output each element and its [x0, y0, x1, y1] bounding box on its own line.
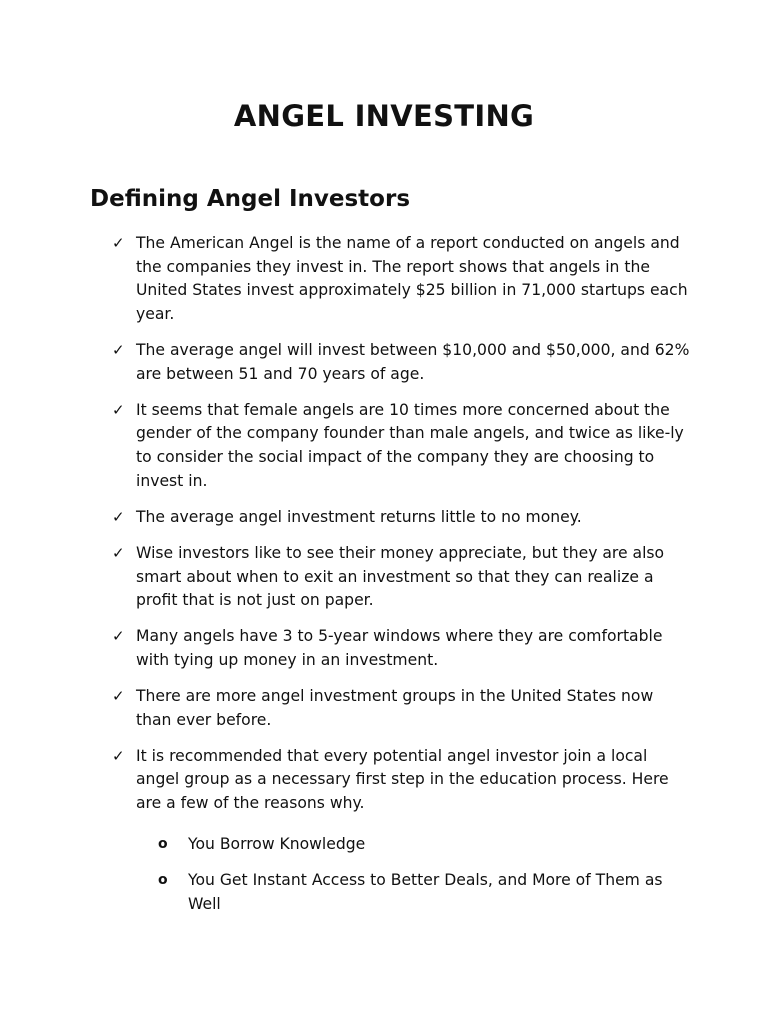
bullet-item [112, 625, 692, 672]
bullet-text: It seems that female angels are 10 times more concerned about the gender of the company founder than male angels, and twice as like-ly to consider the social impact of the company they are choosing to invest in. [136, 400, 684, 490]
checkmark-icon: ✓ [112, 507, 125, 526]
sub-bullet-text: You Get Instant Access to Better Deals, and More of Them as Well [188, 871, 663, 913]
bullet-item [112, 745, 692, 816]
bullet-item [112, 542, 692, 613]
section-heading: Defining Angel Investors [90, 186, 411, 212]
checkmark-icon: ✓ [112, 400, 125, 419]
circle-bullet-icon: o [158, 836, 168, 852]
sub-bullet-text: You Borrow Knowledge [188, 835, 366, 853]
bullet-text: There are more angel investment groups in the United States now than ever before. [136, 687, 654, 729]
checkmark-icon: ✓ [112, 746, 125, 765]
page-title: ANGEL INVESTING [233, 99, 535, 133]
checkmark-icon: ✓ [112, 627, 125, 646]
bullet-item [112, 506, 692, 530]
sub-bullet-item [156, 869, 676, 916]
checkmark-icon: ✓ [112, 543, 125, 562]
bullet-text: The average angel investment returns little to no money. [136, 507, 582, 526]
bullet-list [112, 232, 692, 828]
bullet-item [112, 339, 692, 386]
bullet-text: Wise investors like to see their money appreciate, but they are also smart about when to exit an investment so that they can realize a profit that is not just on paper. [136, 543, 665, 610]
circle-bullet-icon: o [158, 872, 168, 889]
sub-bullet-item [156, 833, 676, 857]
bullet-item [112, 232, 692, 326]
checkmark-icon: ✓ [112, 234, 125, 252]
bullet-item [112, 399, 692, 493]
bullet-text: It is recommended that every potential angel investor join a local angel group as a necessary first step in the education process. Here are a few of the reasons why. [136, 746, 669, 813]
bullet-item [112, 685, 692, 732]
sub-bullet-list [156, 833, 676, 929]
checkmark-icon: ✓ [112, 687, 125, 706]
bullet-text: Many angels have 3 to 5-year windows where they are comfortable with tying up money in an investment. [136, 627, 663, 669]
bullet-text: The American Angel is the name of a report conducted on angels and the companies they invest in. The report shows that angels in the United States invest approximately $25 billion in 71,000 startups each year. [136, 234, 688, 323]
bullet-text: The average angel will invest between $10,000 and $50,000, and 62% are between 51 and 70 years of age. [136, 340, 690, 383]
checkmark-icon: ✓ [112, 340, 125, 359]
